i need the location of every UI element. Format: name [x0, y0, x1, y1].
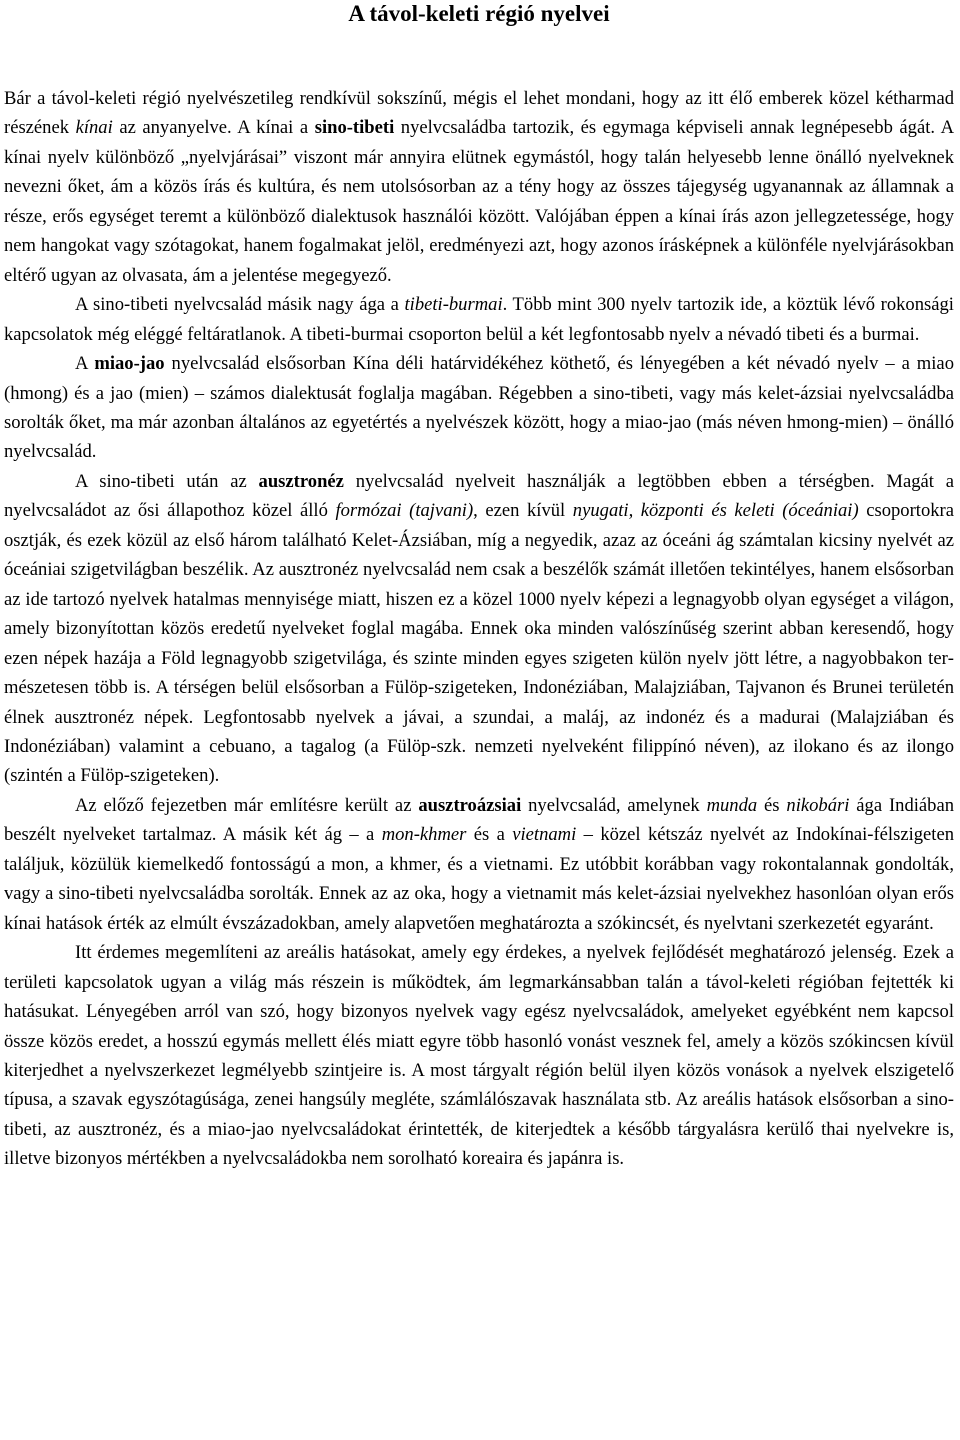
italic-term: nikobári: [786, 794, 850, 816]
paragraph: [4, 791, 954, 938]
text-run: nyelvcsaládba tartozik, és egymaga képviseli annak legnépesebb ágát. A kínai nyelv különböző „nyelvjárásai” viszont már annyira elütnek egymástól, hogy talán helyesebb lenne önálló nyelveknek nevezni őket, ám a közös írás és kultúra, és nem utolsósorban az a tény hogy az összes tájegység ugyanannak az államnak a része, erős egységet teremt a különböző dialektusok használói között. Valójában éppen a kínai írás azon jellegzetessége, hogy nem hangokat vagy szótagokat, hanem fogalmakat jelöl, eredményezi azt, hogy azonos írásképnek a különféle nyelvjárásokban eltérő ugyan az olvasata, ám a jelentése megegyező.: [4, 117, 954, 286]
text-run: nyelvcsalád nyelveit használják a legtöbben ebben a térségben. Magát a nyelvcsaládot az ősi állapothoz közel álló: [4, 470, 954, 522]
bold-term: ausztronéz: [258, 470, 344, 492]
text-run: és: [757, 794, 787, 816]
text-run: az anyanyelve. A kínai a: [112, 117, 315, 139]
text-run: Az előző fejezetben már említésre került az: [75, 794, 419, 816]
text-run: és a: [466, 824, 513, 846]
document-body: [4, 84, 954, 1174]
italic-term: vietnami: [512, 824, 577, 846]
text-run: Itt érdemes megemlíteni az areális hatásokat, amely egy érdekes, a nyelvek fejlődését meghatározó jelenség. Ezek a területi kapcsolatok ugyan a világ más részein is működtek, ám legmarkánsabban talán a távol-keleti régióban fejtették ki hatásukat. Lényegében arról van szó, hogy bizonyos nyelvek vagy egész nyelvcsaládok, amelyeket egyébként nem kapcsol össze közös eredet, a hosszú egymás mellett élés miatt egyre több hasonló vonást vesznek fel, amely a közös szókincsen kívül kiterjedhet a nyelvszerkezet legmélyebb szintjeire is. A most tárgyalt régión belül ilyen közös vonások a nyelvek elszigetelő típusa, a szavak egyszótagúsága, zenei hangsúly megléte, számlálószavak használata stb. Az areális hatások elsősorban a sino-tibeti, az ausztronéz, és a miao-jao nyelvcsaládokat érintették, de kiterjedtek a később tárgyalásra kerülő thai nyelvekre is, illetve bizonyos mértékben a nyelvcsaládokba nem sorolható koreaira és japánra is.: [4, 942, 954, 1170]
text-run: Bár a távol-keleti régió nyelvészetileg rendkívül sokszínű, mégis el lehet mondani, hogy az itt élő emberek közel kétharmad részének: [4, 88, 954, 139]
paragraph: [4, 467, 954, 791]
italic-term: munda: [706, 794, 758, 816]
text-run: csoportokra osztják, és ezek közül az első három található Kelet-Ázsiában, míg a negyedik, azaz az óceáni ág számtalan kicsiny nyelvét az óceániai szigetvilágban beszélik. Az ausztronéz nyelvcsalád nem csak a beszélők számát illetően tekintélyes, hanem elsősorban az ide tartozó nyelvek hatalmas mennyisége miatt, hiszen ez a közel 1000 nyelv képezi a legnagyobb olyan egységet a világon, amely bizonyítottan közös eredetű nyelveket foglal magába. Ennek oka minden valószínűség szerint abban keresendő, hogy ezen népek hazája a Föld legnagyobb szigetvilága, és szinte minden egyes szigeten külön nyelv jött létre, a nagyobbakon természetesen több is. A térségen belül elsősorban a Fülöp-szigeteken, Indonéziában, Malajziában, Tajvanon és Brunei területén élnek ausztronéz népek. Legfontosabb nyelvek a jávai, a szundai, a maláj, az indonéz és a madurai (Malajziában és Indonéziában) valamint a cebuano, a tagalog (a Fülöp-szk. nemzeti nyelveként filippínó néven), az ilokano és az ilongo (szintén a Fülöp-szigeteken).: [4, 500, 954, 787]
text-run: A sino-tibeti nyelvcsalád másik nagy ága a: [75, 294, 405, 316]
italic-term: formózai (tajvani): [335, 500, 474, 522]
text-run: A sino-tibeti után az: [75, 470, 259, 492]
italic-term: mon-khmer: [381, 824, 467, 846]
text-run: ága Indiában beszélt nyelveket tartalmaz. A másik két ág – a: [4, 794, 955, 846]
text-run: – közel kétszáz nyelvét az Indokínai-félszigeten találjuk, közülük kiemelkedő fontosságú a mon, a khmer, és a vietnami. Ez utóbbit korábban vagy rokontalannak gondolták, vagy a sino-tibeti nyelvcsaládba sorolták. Ennek az az oka, hogy a vietnamit más kelet-ázsiai nyelvekhez hasonlóan olyan erős kínai hatások érték az elmúlt évszázadokban, amely alapvetően meghatározta a szókincsét, és nyelvtani szerkezetét egyaránt.: [4, 824, 955, 934]
paragraph: [4, 84, 954, 290]
italic-term: kínai: [75, 117, 113, 139]
bold-term: miao-jao: [94, 353, 165, 375]
paragraph: [4, 349, 954, 467]
text-run: . Több mint 300 nyelv tartozik ide, a köztük lévő rokonsági kapcsolatok még eléggé feltáratlanok. A tibeti-burmai csoporton belül a két legfontosabb nyelv a névadó tibeti és a burmai.: [4, 294, 954, 345]
document-title: A távol-keleti régió nyelvei: [348, 1, 610, 26]
text-run: A: [75, 353, 95, 375]
italic-term: tibeti-burmai: [404, 294, 503, 316]
bold-term: ausztroázsiai: [418, 794, 522, 816]
bold-term: sino-tibeti: [314, 117, 395, 139]
text-run: , ezen kívül: [473, 500, 573, 522]
text-run: nyelvcsalád elsősorban Kína déli határvidékéhez köthető, és lényegében a két névadó nyelv – a miao (hmong) és a jao (mien) – számos dialektusát foglalja magában. Régebben a sino-tibeti, vagy más kelet-ázsiai nyelvcsaládba sorolták őket, ma már azonban általános az egyetértés a nyelvészek között, hogy a miao-jao (más néven hmong-mien) – önálló nyelvcsalád.: [4, 353, 954, 463]
paragraph: [4, 938, 954, 1174]
italic-term: nyugati, központi és keleti (óceániai): [572, 500, 859, 522]
text-run: nyelvcsalád, amelynek: [521, 794, 707, 816]
paragraph: [4, 290, 954, 349]
